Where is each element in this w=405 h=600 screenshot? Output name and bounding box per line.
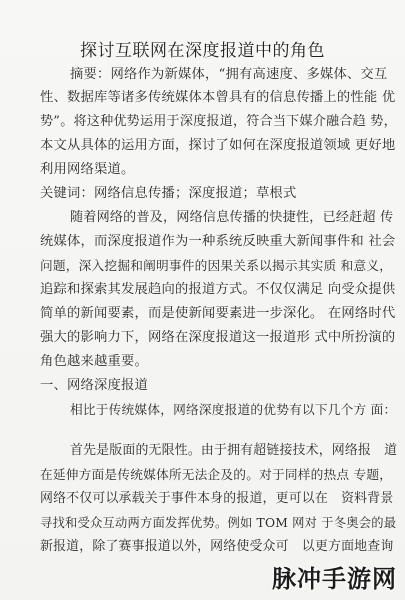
text-line: 一、网络深度报道 <box>40 378 148 393</box>
site-watermark: 脉冲手游网 <box>272 565 397 593</box>
document-title: 探讨互联网在深度报道中的角色 <box>80 41 325 61</box>
text-line: 角色越来越重要。 <box>40 354 148 369</box>
text-line: 关键词：网络信息传播；深度报道；草根式 <box>40 186 297 201</box>
text-line: 强大的影响力下，网络在深度报道这一报道形 式中所扮演的 <box>40 330 396 345</box>
text-line: 相比于传统媒体，网络深度报道的优势有以下几个方 面： <box>70 402 397 417</box>
text-line: 性、数据库等诸多传统媒体本曾具有的信息传播上的性能 优 <box>40 90 396 105</box>
text-line: 首先是版面的无限性。由于拥有超链接技术，网络报 道 <box>70 443 398 458</box>
text-line: 简单的新闻要素，而是使新闻要素进一步深化。 在网络时代 <box>40 306 396 321</box>
text-line: 追踪和探索其发展趋向的报道方式。不仅仅满足 向受众提供 <box>40 282 396 297</box>
text-line: 摘要：网络作为新媒体，“拥有高速度、多媒体、交互 <box>70 67 388 82</box>
text-line: 势”。将这种优势运用于深度报道，符合当下媒介融合趋 势， <box>40 114 397 129</box>
text-line: 寻找和受众互动两方面发挥优势。例如 TOM 网对 于冬奥会的最 <box>40 516 397 530</box>
text-line: 本文从具体的运用方面，探讨了如何在深度报道领域 更好地 <box>40 138 396 153</box>
text-line: 利用网络渠道。 <box>40 162 135 177</box>
text-line: 网络不仅可以承载关于事件本身的报道，更可以在 资料背景 <box>40 491 394 506</box>
text-line: 在延伸方面是传统媒体所无法企及的。对于同样的热点 专题， <box>40 467 393 482</box>
text-line: 新报道，除了赛事报道以外，网络使受众可 以更方面地查询 <box>40 539 394 554</box>
text-line: 问题，深入挖掘和阐明事件的因果关系以揭示其实质 和意义， <box>40 258 393 273</box>
text-line: 统媒体，而深度报道作为一种系统反映重大新闻事件和 社会 <box>40 234 396 249</box>
text-line: 随着网络的普及，网络信息传播的快捷性，已经赶超 传 <box>70 210 394 225</box>
